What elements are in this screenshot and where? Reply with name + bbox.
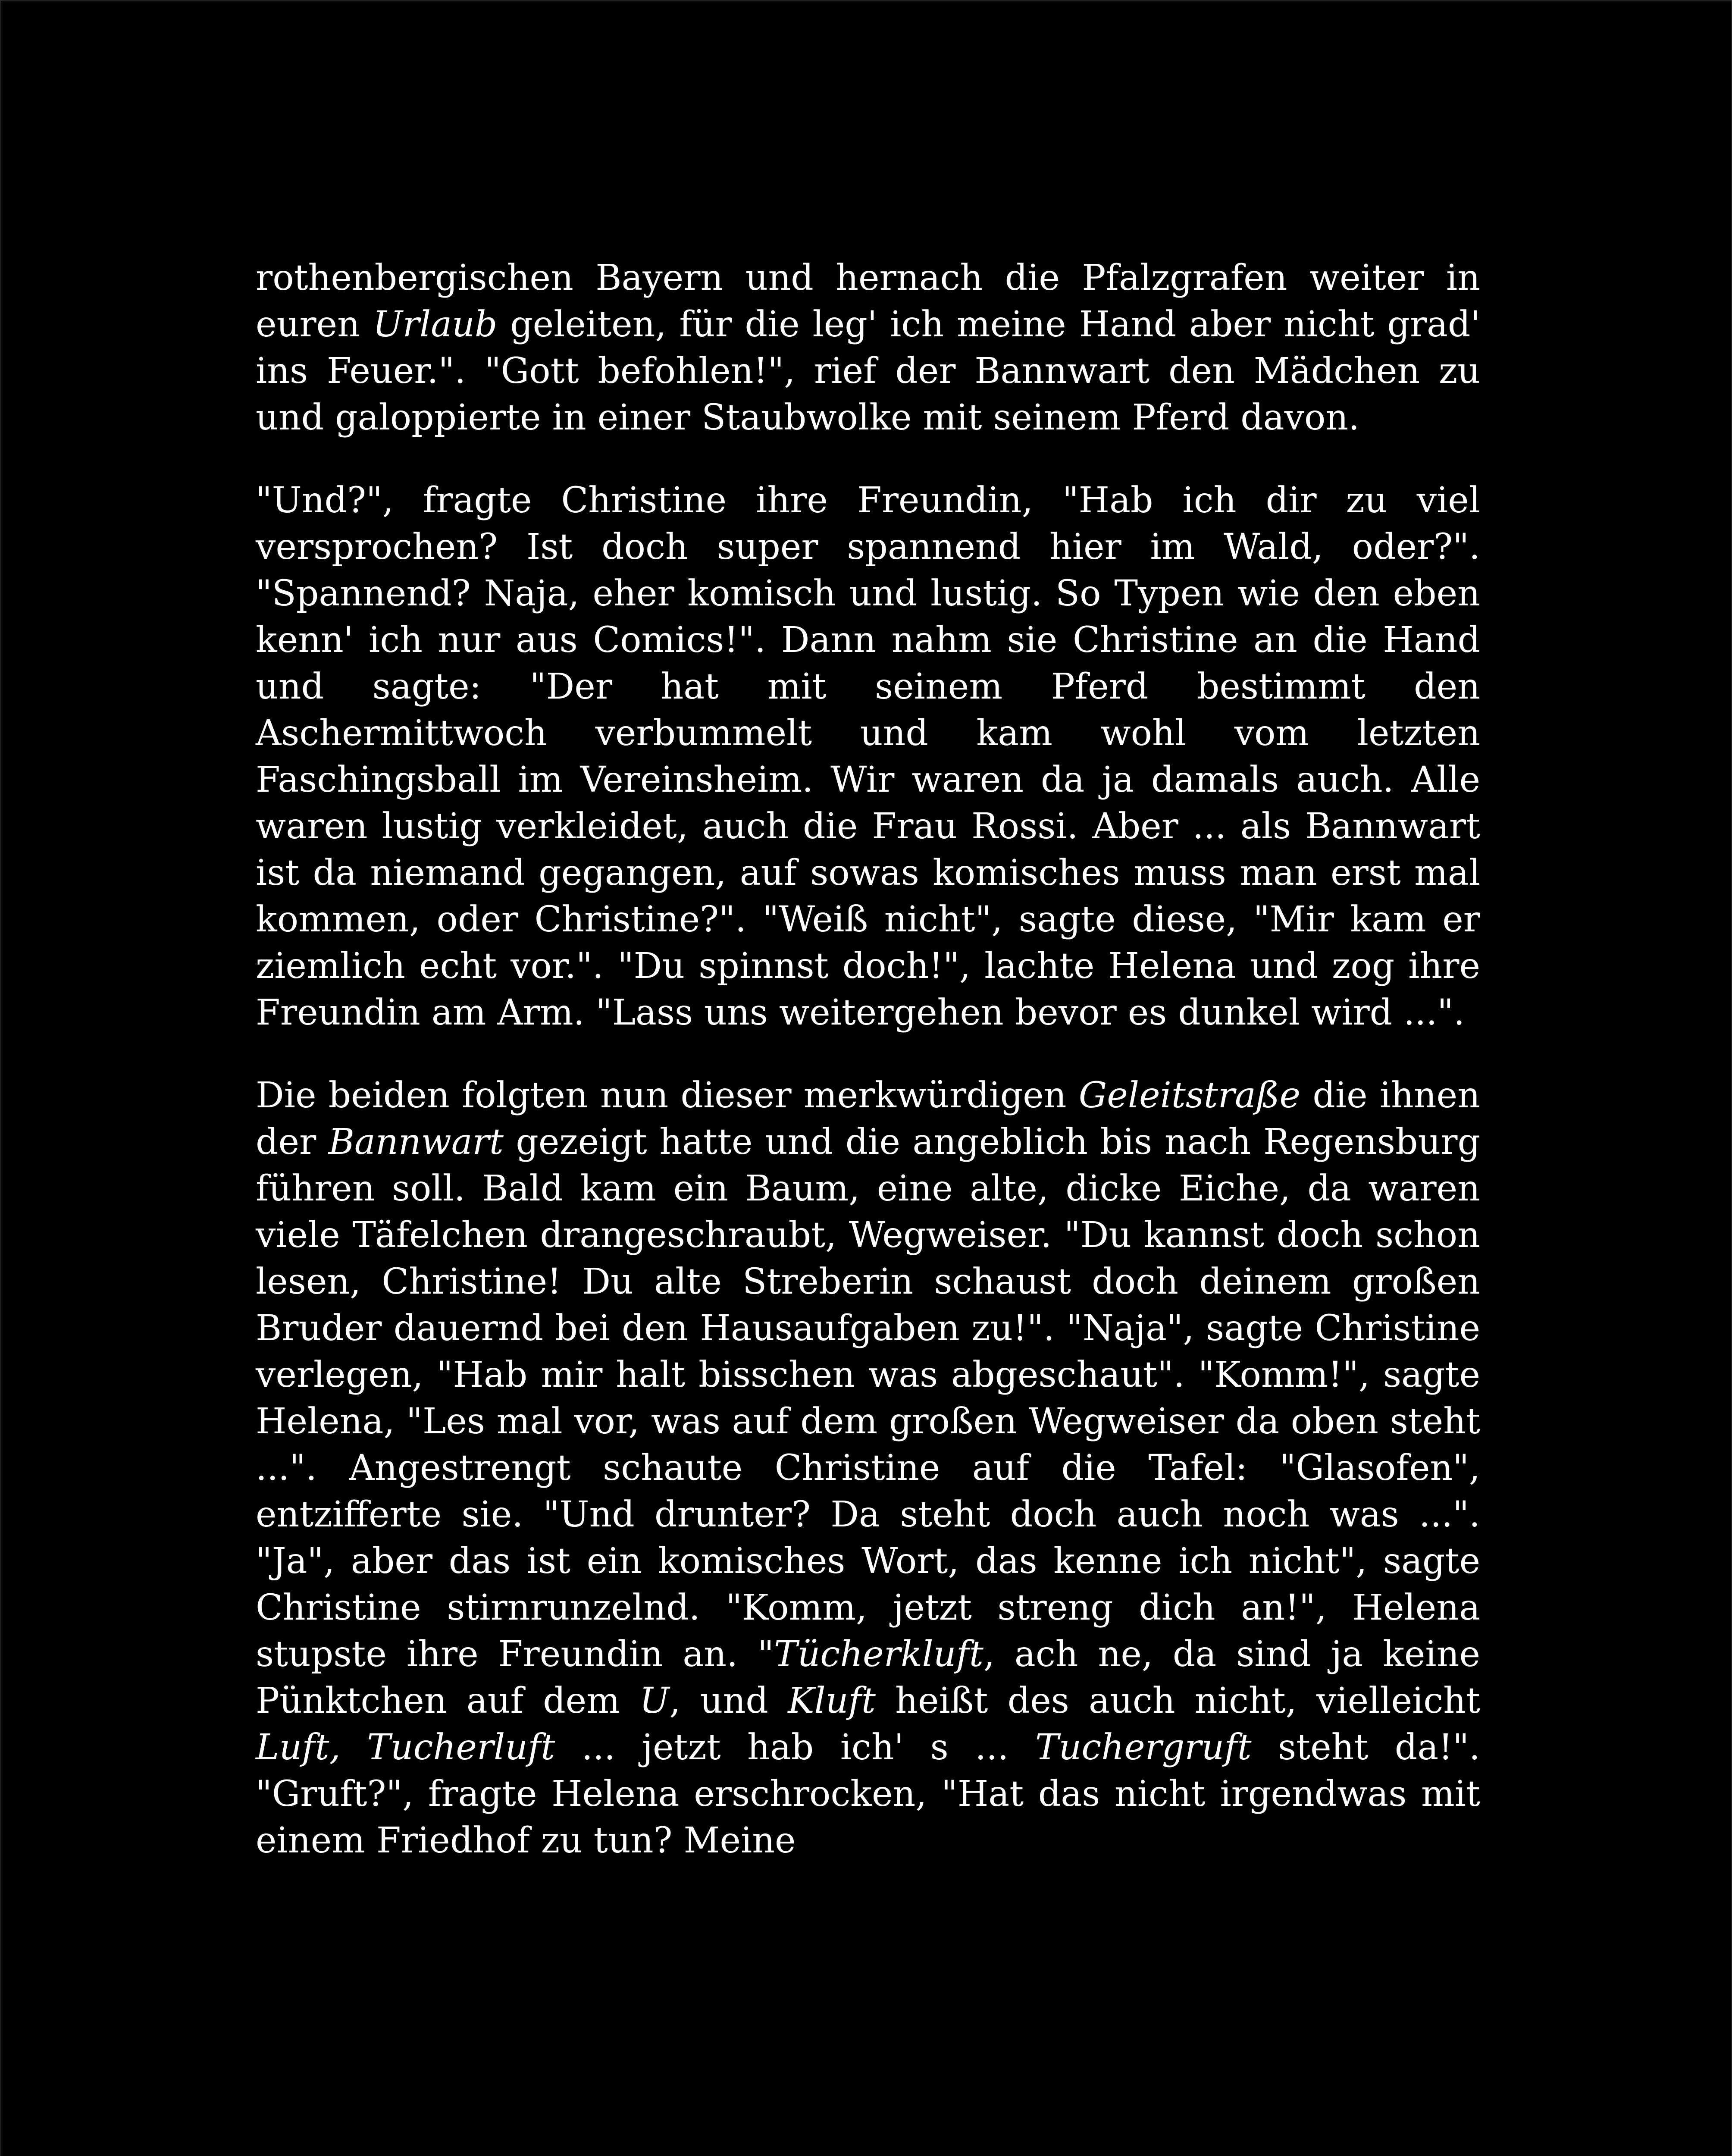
text-run: gezeigt hatte und die angeblich bis nach Regensburg führen soll. Bald kam ein Baum, eine alte, dicke Eiche, da waren viele Täfelchen drangeschraubt, Wegweiser. "Du kannst doch schon lesen, Christine! Du alte Streberin schaust doch deinem großen Bruder dauernd bei den Hausaufgaben zu!". "Naja", sagte Christine verlegen, "Hab mir halt bisschen was abgeschaut". "Komm!", sagte Helena, "Les mal vor, was auf dem großen Wegweiser da oben steht ...". Angestrengt schaute Christine auf die Tafel: "Glasofen", entzifferte sie. "Und drunter? Da steht doch auch noch was ...". "Ja", aber das ist ein komisches Wort, das kenne ich nicht", sagte Christine stirnrunzelnd. "Komm, jetzt streng dich an!", Helena stupste ihre Freundin an. ": [256, 1122, 1480, 1675]
text-run: die ihnen der: [256, 1075, 1481, 1163]
text-run: , und: [669, 1680, 788, 1721]
paragraph-1: [256, 255, 1480, 441]
text-run-italic: Kluft: [788, 1680, 876, 1721]
text-run: , ach ne, da sind ja keine Pünktchen auf dem: [256, 1634, 1480, 1721]
text-run: steht da!". "Gruft?", fragte Helena erschrocken, "Hat das nicht irgendwas mit einem Friedhof zu tun? Meine: [256, 1727, 1480, 1861]
paragraph-3: [256, 1072, 1480, 1864]
body-text: [256, 255, 1480, 1864]
text-run: geleiten, für die leg' ich meine Hand aber nicht grad' ins Feuer.". "Gott befohlen!", rief der Bannwart den Mädchen zu und galoppierte in einer Staubwolke mit seinem Pferd davon.: [256, 304, 1480, 438]
text-run-italic: Luft, Tucherluft: [256, 1727, 555, 1768]
text-run: "Und?", fragte Christine ihre Freundin, "Hab ich dir zu viel versprochen? Ist doch super spannend hier im Wald, oder?". "Spannend? Naja, eher komisch und lustig. So Typen wie den eben kenn' ich nur aus Comics!". Dann nahm sie Christine an die Hand und sagte: "Der hat mit seinem Pferd bestimmt den Aschermittwoch verbummelt und kam wohl vom letzten Faschingsball im Vereinsheim. Wir waren da ja damals auch. Alle waren lustig verkleidet, auch die Frau Rossi. Aber ... als Bannwart ist da niemand gegangen, auf sowas komisches muss man erst mal kommen, oder Christine?". "Weiß nicht", sagte diese, "Mir kam er ziemlich echt vor.". "Du spinnst doch!", lachte Helena und zog ihre Freundin am Arm. "Lass uns weitergehen bevor es dunkel wird ...".: [256, 480, 1480, 1033]
text-run-italic: U: [639, 1680, 670, 1721]
text-run-italic: Geleitstraße: [1078, 1075, 1301, 1116]
text-run-italic: Urlaub: [373, 304, 498, 345]
text-run-italic: Tücherkluft: [774, 1634, 983, 1675]
paragraph-2: [256, 477, 1480, 1036]
text-run-italic: Tuchergruft: [1035, 1727, 1252, 1768]
text-run: Die beiden folgten nun dieser merkwürdigen: [256, 1075, 1079, 1116]
text-run: heißt des auch nicht, vielleicht: [875, 1680, 1480, 1721]
text-run: rothenbergischen Bayern und hernach die Pfalzgrafen weiter in euren: [256, 257, 1480, 345]
text-run-italic: Bannwart: [328, 1122, 504, 1163]
text-run: ... jetzt hab ich' s ...: [555, 1727, 1035, 1768]
